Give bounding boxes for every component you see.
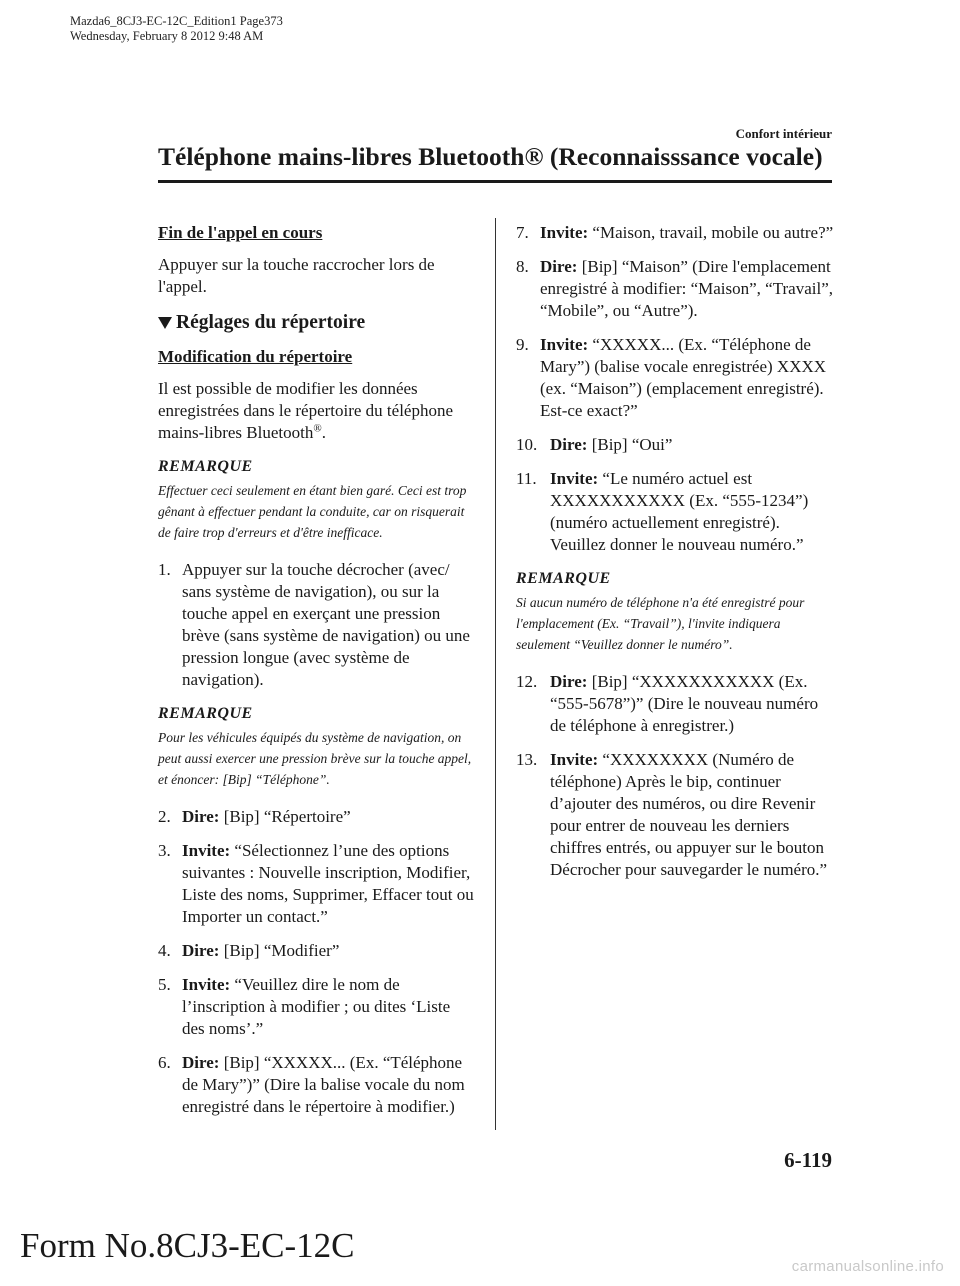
step-keyword: Dire: — [550, 672, 588, 691]
step-text — [550, 434, 834, 456]
step-number: 8. — [516, 257, 529, 276]
column-divider — [495, 218, 496, 1130]
step-number: 10. — [516, 435, 538, 454]
step-item — [516, 671, 834, 737]
intro-text: Il est possible de modifier les données enregistrées dans le répertoire du téléphone mains-libres Bluetooth — [158, 379, 454, 442]
step-body: “XXXXX... (Ex. “Téléphone de Mary”) (balise vocale enregistrée) XXXX (ex. “Maison”) (emplacement enregistré). Est-ce exact?” — [540, 335, 827, 420]
form-number: Form No.8CJ3-EC-12C — [20, 1226, 355, 1265]
step-item — [158, 806, 474, 828]
step-text — [182, 1052, 474, 1118]
step-item — [158, 840, 474, 928]
step-number: 3. — [158, 841, 171, 860]
step-keyword: Dire: — [550, 435, 588, 454]
step-keyword: Dire: — [540, 257, 578, 276]
step-text: Appuyer sur la touche décrocher (avec/ sans système de navigation), ou sur la touche appel en exerçant une pression brève (sans système de navigation) ou une pression longue (avec système de navigation). — [182, 560, 470, 689]
step-body: [Bip] “Répertoire” — [219, 807, 351, 826]
section-heading — [158, 312, 474, 334]
step-number: 13. — [516, 750, 538, 769]
step-text — [540, 256, 834, 322]
step-body: [Bip] “Modifier” — [219, 941, 340, 960]
page-title: Téléphone mains-libres Bluetooth® (Reconnaisssance vocale) — [158, 142, 823, 171]
right-step-list-b — [516, 671, 834, 881]
step-number: 7. — [516, 223, 529, 242]
title-rule — [158, 180, 832, 183]
step-keyword: Invite: — [182, 975, 231, 994]
step-number: 9. — [516, 335, 529, 354]
step-item — [158, 940, 474, 962]
step-item — [516, 334, 834, 422]
note-title: REMARQUE — [516, 570, 611, 587]
step-number: 4. — [158, 941, 171, 960]
section-heading-label: Réglages du répertoire — [176, 312, 366, 333]
step-text — [182, 974, 474, 1040]
note-body: Pour les véhicules équipés du système de navigation, on peut aussi exercer une pression brève sur la touche appel, et énoncer: [Bip] “Téléphone”. — [158, 730, 472, 787]
metadata-filename: Mazda6_8CJ3-EC-12C_Edition1 Page373 — [70, 14, 283, 28]
step-item — [516, 749, 834, 881]
step-body: “Sélectionnez l’une des options suivantes : Nouvelle inscription, Modifier, Liste des noms, Supprimer, Effacer tout ou Importer un contact.” — [182, 841, 474, 926]
step-item — [158, 1052, 474, 1118]
step-keyword: Dire: — [182, 941, 220, 960]
step-number: 12. — [516, 672, 538, 691]
step-text — [550, 468, 834, 556]
step-text — [550, 671, 834, 737]
right-step-list-a — [516, 222, 834, 556]
step-body: [Bip] “XXXXXXXXXXX (Ex. “555-5678”)” (Dire le nouveau numéro de téléphone à enregistrer.) — [550, 672, 819, 735]
step-number: 11. — [516, 469, 537, 488]
step-body: “Maison, travail, mobile ou autre?” — [588, 223, 834, 242]
section-label: Confort intérieur — [735, 126, 832, 141]
right-column — [516, 222, 834, 893]
step-body: “Veuillez dire le nom de l’inscription à modifier ; ou dites ‘Liste des noms’.” — [182, 975, 451, 1038]
step-body: “XXXXXXXX (Numéro de téléphone) Après le bip, continuer d’ajouter des numéros, ou dire Revenir pour entrer de nouveau les derniers chiffres entrés, ou appuyer sur le bouton Décrocher pour sauvegarder le numéro.” — [550, 750, 828, 879]
end-call-heading: Fin de l'appel en cours — [158, 223, 323, 242]
step-number: 6. — [158, 1053, 171, 1072]
step-keyword: Invite: — [540, 335, 589, 354]
step-item — [516, 434, 834, 456]
step-keyword: Dire: — [182, 807, 220, 826]
step-number: 2. — [158, 807, 171, 826]
intro-end: . — [321, 423, 326, 442]
step-body: [Bip] “Maison” (Dire l'emplacement enregistré à modifier: “Maison”, “Travail”, “Mobile”, ou “Autre”). — [540, 257, 833, 320]
step-item — [516, 256, 834, 322]
end-call-text: Appuyer sur la touche raccrocher lors de l'appel. — [158, 255, 435, 296]
registered-mark: ® — [313, 422, 322, 435]
step-keyword: Invite: — [182, 841, 231, 860]
intro-paragraph — [158, 378, 474, 444]
step-number: 5. — [158, 975, 171, 994]
step-keyword: Invite: — [550, 750, 599, 769]
watermark: carmanualsonline.info — [791, 1258, 944, 1275]
note-body: Si aucun numéro de téléphone n'a été enregistré pour l'emplacement (Ex. “Travail”), l'invite indiquera seulement “Veuillez donner le numéro”. — [516, 595, 805, 652]
step-text — [550, 749, 834, 881]
step-text — [182, 940, 474, 962]
step-text — [182, 806, 474, 828]
step-item — [158, 974, 474, 1040]
step-item — [158, 559, 474, 691]
step-body: [Bip] “XXXXX... (Ex. “Téléphone de Mary”)” (Dire la balise vocale du nom enregistré dans le répertoire à modifier.) — [182, 1053, 465, 1116]
step-text — [540, 222, 834, 244]
step-item — [516, 222, 834, 244]
print-metadata — [70, 14, 283, 44]
step-body: “Le numéro actuel est XXXXXXXXXXX (Ex. “555-1234”) (numéro actuellement enregistré). Veuillez donner le nouveau numéro.” — [550, 469, 809, 554]
page-number: 6-119 — [784, 1148, 832, 1172]
edit-directory-heading: Modification du répertoire — [158, 347, 353, 366]
step-keyword: Dire: — [182, 1053, 220, 1072]
step-text — [182, 840, 474, 928]
left-step-list — [158, 806, 474, 1118]
step-text — [540, 334, 834, 422]
step-keyword: Invite: — [550, 469, 599, 488]
step-keyword: Invite: — [540, 223, 589, 242]
step-number: 1. — [158, 560, 171, 579]
step-body: [Bip] “Oui” — [587, 435, 673, 454]
note-title: REMARQUE — [158, 458, 253, 475]
note-body: Effectuer ceci seulement en étant bien garé. Ceci est trop gênant à effectuer pendant la conduite, car on risquerait de faire trop d'erreurs et d'être inefficace. — [158, 483, 467, 540]
triangle-bullet-icon — [158, 317, 172, 329]
left-column — [158, 222, 474, 1130]
note-title: REMARQUE — [158, 705, 253, 722]
step-item — [516, 468, 834, 556]
metadata-timestamp: Wednesday, February 8 2012 9:48 AM — [70, 29, 264, 43]
